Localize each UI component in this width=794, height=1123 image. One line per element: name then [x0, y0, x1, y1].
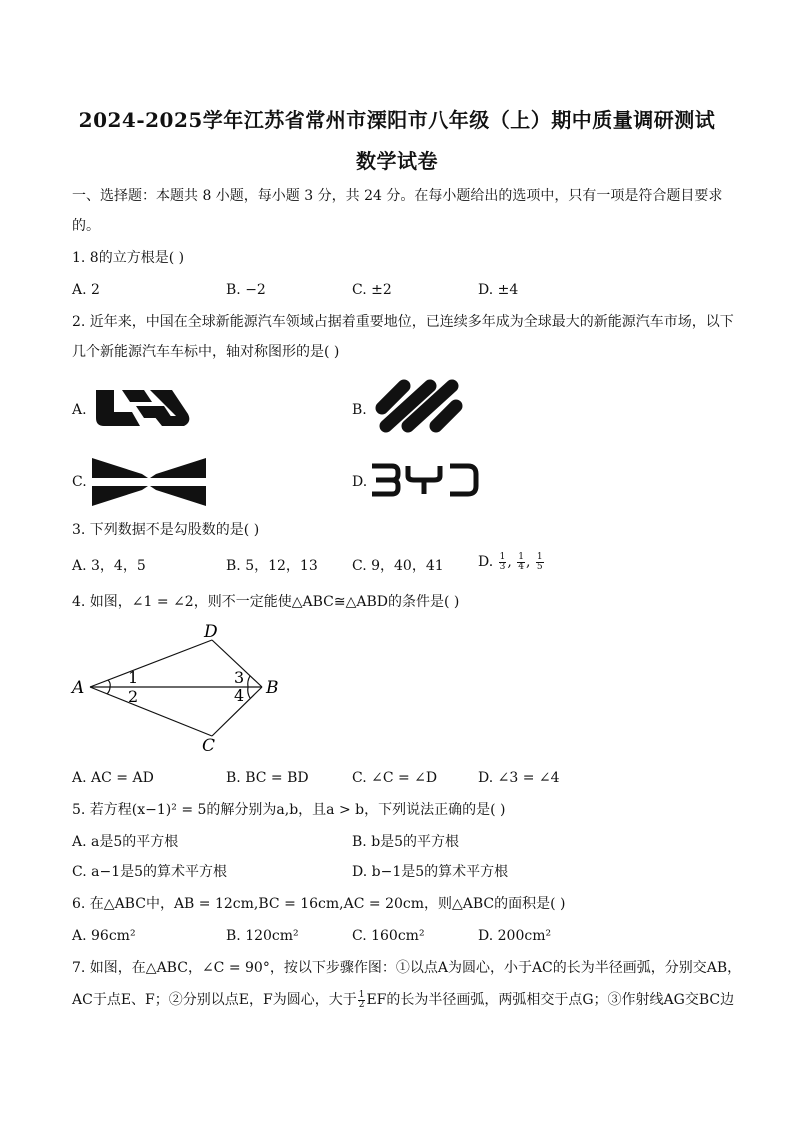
- angle-mark-2: [107, 687, 110, 694]
- q6-stem: 6. 在△ABC中，AB = 12cm,BC = 16cm,AC = 20cm，则△ABC的面积是( ): [72, 896, 566, 912]
- q4-triangle-figure: [68, 620, 288, 754]
- q1-option-d: D. ±4: [478, 282, 519, 298]
- zeekr-logo-icon: [372, 376, 464, 434]
- q4-option-b: B. BC = BD: [226, 770, 309, 786]
- angle-1-label: 1: [128, 668, 139, 687]
- segment-ac: [90, 687, 212, 736]
- q7-stem-line2: [72, 990, 734, 1010]
- q3-option-d: D. $\frac{1}{3}$ , $\frac{1}{4}$ , $\frac{1}{5}$: [478, 551, 543, 572]
- q6-option-b: B. 120cm²: [226, 928, 299, 944]
- fraction-one-fifth: $\frac{1}{5}$: [536, 551, 543, 572]
- q5-option-d: D. b−1是5的算术平方根: [352, 864, 509, 880]
- xpeng-logo-icon: [90, 456, 208, 508]
- angle-3-label: 3: [234, 668, 245, 687]
- angle-mark-1: [108, 680, 110, 687]
- q2-stem-line2: 几个新能源汽车车标中，轴对称图形的是( ): [72, 344, 340, 360]
- q4-option-d: D. ∠3 = ∠4: [478, 770, 560, 786]
- q1-option-a: A. 2: [72, 282, 100, 298]
- q2-stem-line1: 2. 近年来，中国在全球新能源汽车领域占据着重要地位，已连续多年成为全球最大的新能源汽车市场，以下: [72, 314, 734, 330]
- q2-option-b-label: B.: [352, 402, 367, 418]
- q5-stem: 5. 若方程(x−1)² = 5的解分别为a,b，且a > b，下列说法正确的是( ): [72, 802, 506, 818]
- fraction-one-fourth: $\frac{1}{4}$: [518, 551, 525, 572]
- li-auto-logo-icon: [92, 386, 194, 430]
- q2-option-c-label: C.: [72, 474, 87, 490]
- q7-stem-line2-part1: AC于点E、F；②分别以点E，F为圆心，大于: [72, 992, 357, 1008]
- point-a-label: A: [72, 678, 85, 698]
- q7-stem-line2-part2: EF的长为半径画弧，两弧相交于点G；③作射线AG交BC边: [366, 992, 735, 1008]
- q3-option-b: B. 5，12，13: [226, 558, 318, 574]
- q5-option-b: B. b是5的平方根: [352, 834, 460, 850]
- q6-option-a: A. 96cm²: [72, 928, 136, 944]
- byd-logo-icon: [368, 462, 480, 498]
- q5-option-a: A. a是5的平方根: [72, 834, 179, 850]
- exam-subtitle: 数学试卷: [356, 149, 438, 173]
- angle-4-label: 4: [234, 686, 245, 705]
- q2-option-a-label: A.: [72, 402, 87, 418]
- point-b-label: B: [266, 678, 279, 698]
- q1-stem: 1. 8的立方根是( ): [72, 250, 185, 266]
- section-intro-line2: 的。: [72, 218, 100, 234]
- q3-option-a: A. 3，4，5: [72, 558, 146, 574]
- section-intro-line1: 一、选择题：本题共 8 小题，每小题 3 分，共 24 分。在每小题给出的选项中，只有一项是符合题目要求: [72, 188, 723, 204]
- q4-option-a: A. AC = AD: [72, 770, 154, 786]
- q6-option-c: C. 160cm²: [352, 928, 425, 944]
- fraction-one-half: $\frac{1}{2}$: [358, 989, 365, 1010]
- q2-option-d-label: D.: [352, 474, 368, 490]
- fraction-one-third: $\frac{1}{3}$: [499, 551, 506, 572]
- q1-option-b: B. −2: [226, 282, 266, 298]
- angle-2-label: 2: [128, 687, 139, 706]
- q4-option-c: C. ∠C = ∠D: [352, 770, 438, 786]
- q3-stem: 3. 下列数据不是勾股数的是( ): [72, 522, 260, 538]
- angle-mark-3: [248, 676, 250, 687]
- q3-option-c: C. 9，40，41: [352, 558, 444, 574]
- q1-option-c: C. ±2: [352, 282, 392, 298]
- point-d-label: D: [204, 622, 218, 642]
- angle-mark-4: [248, 687, 250, 698]
- q7-stem-line1: 7. 如图，在△ABC，∠C = 90°，按以下步骤作图：①以点A为圆心，小于AC的长为半径画弧，分别交AB，: [72, 960, 742, 976]
- point-c-label: C: [202, 736, 216, 754]
- exam-title: 2024-2025学年江苏省常州市溧阳市八年级（上）期中质量调研测试: [78, 108, 716, 132]
- q3-option-d-label: D.: [478, 554, 494, 570]
- q6-option-d: D. 200cm²: [478, 928, 552, 944]
- q5-option-c: C. a−1是5的算术平方根: [72, 864, 228, 880]
- q4-stem: 4. 如图，∠1 = ∠2，则不一定能使△ABC≅△ABD的条件是( ): [72, 594, 460, 610]
